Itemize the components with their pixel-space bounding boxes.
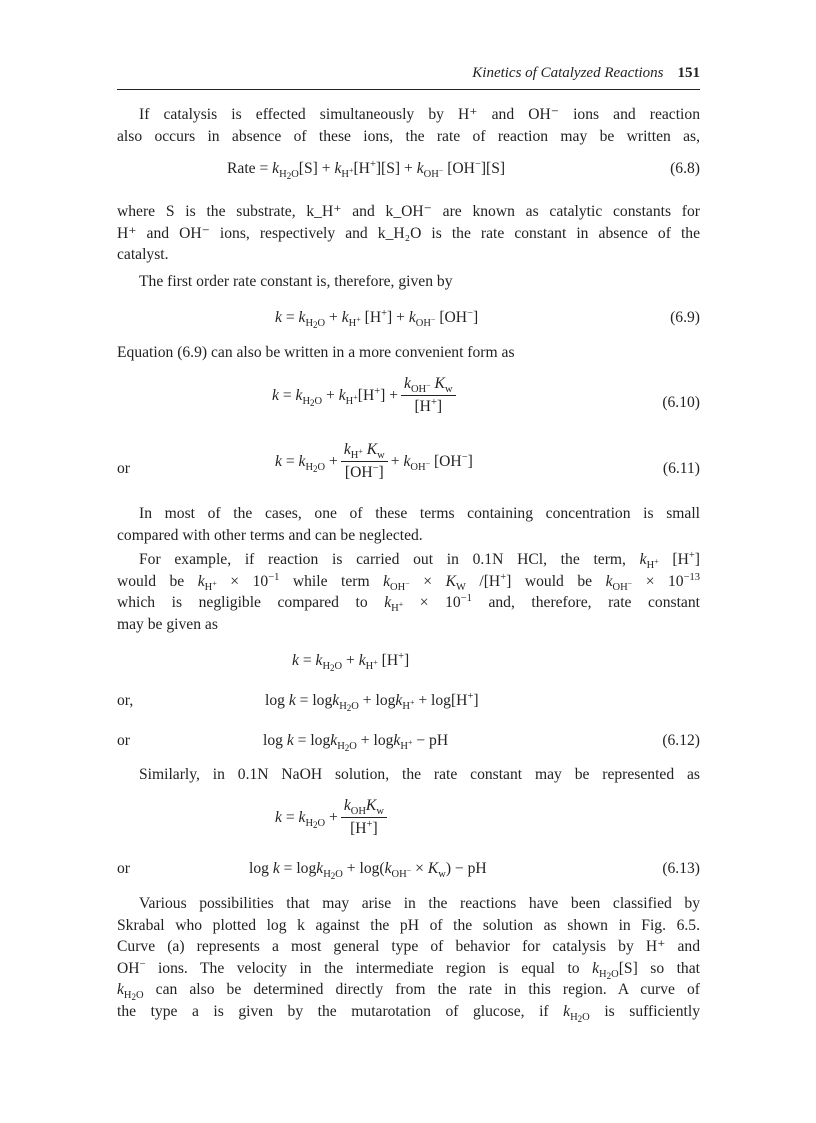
- page-number: 151: [677, 65, 700, 81]
- text-line: also occurs in absence of these ions, the rate of reaction may be written as,: [117, 127, 700, 145]
- equation-body: $k = k_{H_2O} + k_{H^+}$ $[H^+] + k_{OH^-}$ [OH−]: [275, 308, 479, 330]
- equation-6-10: [117, 374, 700, 432]
- text-line: which is negligible compared to $k_{H^+} \times 10^{-1}$ and, therefore, rate constant: [117, 593, 700, 614]
- equation-number: (6.12): [662, 732, 700, 749]
- equation-number: (6.11): [662, 460, 700, 477]
- equation-body: log k = logk$_{H_2O}$ + logk$_{H^+}$ − pH: [263, 732, 449, 753]
- text-line: Similarly, in 0.1N NaOH solution, the rate constant may be represented as: [139, 766, 700, 783]
- text-line: $k_{H_2O}$ can also be determined directly from the rate in this region. A curve of: [117, 981, 700, 1002]
- equation-number: (6.8): [670, 160, 700, 177]
- equation-body: $k = k_{H_2O} + k_{H^+}[H^+]$ + $\frac{k_{OH^-} K_w}{[H^+]}$: [272, 374, 459, 417]
- text-line: compared with other terms and can be neglected.: [117, 526, 423, 544]
- text-line: OH− ions. The velocity in the intermediate region is equal to $k_{H_2O}[S]$ so that: [117, 958, 700, 981]
- equation-label: or,: [117, 692, 134, 709]
- paragraph-skrabal: [117, 893, 700, 1022]
- fraction: $\frac{k_{H^+} K_w}{[OH^-]}$: [341, 440, 388, 483]
- paragraph-first-order: [117, 271, 700, 293]
- equation-body: $k = k_{H_2O}$ + $\frac{k_{H^+} K_w}{[OH^-]}$ + $k_{OH^-}$ [OH−]: [275, 441, 473, 481]
- text-line: If catalysis is effected simultaneously by H⁺ and OH⁻ ions and reaction: [139, 106, 700, 123]
- equation-log-form: [117, 692, 700, 722]
- equation-body: $k = k_{H_2O} + k_{H^+}$ [H+]: [292, 651, 410, 673]
- text-line: may be given as: [117, 615, 218, 633]
- equation-hcl-rate: [117, 652, 700, 682]
- text-line: the type a is given by the mutarotation of glucose, if $k_{H_2O}$ is sufficiently: [117, 1002, 700, 1024]
- text-line: For example, if reaction is carried out in 0.1N HCl, the term, $k_{H^+}$ [H+]: [139, 550, 700, 571]
- text-line: Various possibilities that may arise in the reactions have been classified by: [139, 895, 700, 912]
- equation-body: $k = k_{H_2O}$ + $\frac{k_{OH}K_w}{[H^+]}$: [275, 796, 390, 839]
- paragraph-naoh: [117, 764, 700, 786]
- equation-label: or: [117, 732, 130, 749]
- paragraph-intro: [117, 104, 700, 147]
- text-line: Equation (6.9) can also be written in a more convenient form as: [117, 344, 515, 361]
- paragraph-neglect: [117, 503, 700, 546]
- header-rule: [117, 89, 700, 90]
- equation-number: (6.13): [662, 860, 700, 877]
- equation-number: (6.9): [670, 309, 700, 326]
- equation-naoh-rate: [117, 796, 700, 848]
- paragraph-hcl-example: [117, 549, 700, 635]
- fraction: $\frac{k_{OH}K_w}{[H^+]}$: [341, 796, 387, 839]
- equation-6-13: [117, 860, 700, 890]
- fraction: $\frac{k_{OH^-} K_w}{[H^+]}$: [401, 374, 456, 417]
- equation-6-9: [117, 309, 700, 339]
- equation-6-11: [117, 440, 700, 498]
- equation-number: (6.10): [662, 394, 700, 411]
- equation-label: or: [117, 460, 130, 477]
- text-line: The first order rate constant is, therefore, given by: [139, 273, 453, 290]
- chapter-title: Kinetics of Catalyzed Reactions: [472, 65, 664, 81]
- paragraph-convenient-form: [117, 342, 700, 364]
- equation-body: $\log k = \log k_{H_2O} + \log(k_{OH^-} \times K_w)$ − pH: [249, 860, 487, 881]
- paragraph-catalytic-constants: [117, 201, 700, 266]
- text-line: where S is the substrate, k_H⁺ and k_OH⁻ are known as catalytic constants for: [117, 203, 700, 220]
- equation-body: log k = logk$_{H_2O}$ + logk$_{H^+}$ + log[H+]: [265, 691, 479, 713]
- text-line: H⁺ and OH⁻ ions, respectively and k_H₂O is the rate constant in absence of the: [117, 224, 700, 242]
- text-line: In most of the cases, one of these terms containing concentration is small: [139, 505, 700, 522]
- text-line: would be $k_{H^+} \times 10^{-1}$ while term $k_{OH^-} \times K_W$ /[H+] would be $k_{OH^-} \times 10^{-13}$: [117, 571, 701, 593]
- equation-body: Rate = $k_{H_2O}[S] + k_{H^+}[H^+][S] + k_{OH^-}$ [OH−][S]: [227, 159, 506, 181]
- text-line: Skrabal who plotted log k against the pH of the solution as shown in Fig. 6.5.: [117, 916, 700, 934]
- equation-label: or: [117, 860, 130, 877]
- equation-6-12: [117, 732, 700, 762]
- running-header: [117, 64, 700, 86]
- text-line: Curve (a) represents a most general type of behavior for catalysis by H⁺ and: [117, 938, 700, 955]
- equation-6-8: [117, 160, 700, 190]
- text-line: catalyst.: [117, 246, 169, 263]
